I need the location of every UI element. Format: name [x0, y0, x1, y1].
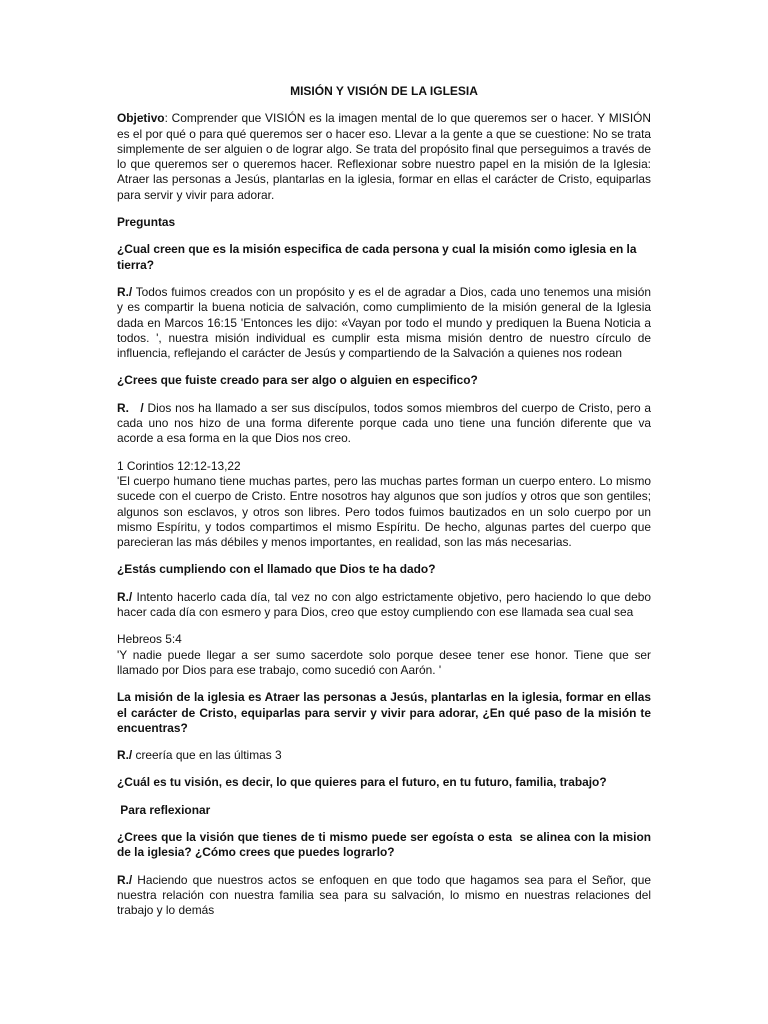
- scripture-quote-1: 'El cuerpo humano tiene muchas partes, pero las muchas partes forman un cuerpo entero. Lo mismo sucede con el cuerpo de Cristo. Entre nosotros hay algunos que son judíos y otros que son gentiles; algunos son esclavos, y otros son libres. Pero todos fuimos bautizados en un solo cuerpo por un mismo Espíritu, y todos compartimos el mismo Espíritu. De hecho, algunas partes del cuerpo que parecieran las más débiles y menos importantes, en realidad, son las más necesarias.: [117, 473, 651, 550]
- answer-2-label: R. /: [117, 400, 144, 415]
- answer-1-text: Todos fuimos creados con un propósito y es el de agradar a Dios, cada uno tenemos una misión y es compartir la buena noticia de salvación, como cumplimiento de la misión general de la Iglesia dada en Marcos 16:15 'Entonces les dijo: «Vayan por todo el mundo y prediquen la Buena Noticia a todos. ', nuestra misión individual es cumplir esta misma misión dentro de nuestro círculo de influencia, reflejando el carácter de Jesús y compartiendo de la Salvación a quienes nos rodean: [117, 284, 651, 361]
- question-3: ¿Estás cumpliendo con el llamado que Dios te ha dado?: [117, 562, 436, 577]
- answer-1-label: R./: [117, 284, 133, 299]
- answer-4: [117, 748, 651, 763]
- scripture-quote-2: 'Y nadie puede llegar a ser sumo sacerdote solo porque desee tener ese honor. Tiene que ser llamado por Dios para ese trabajo, como sucedió con Aarón. ': [117, 647, 651, 677]
- objetivo-label: Objetivo: [117, 111, 165, 126]
- question-5: ¿Cuál es tu visión, es decir, lo que quieres para el futuro, en tu futuro, familia, trabajo?: [117, 775, 607, 790]
- answer-1: [117, 285, 651, 361]
- document-page: [117, 84, 655, 930]
- scripture-reference-1: 1 Corintios 12:12-13,22: [117, 458, 241, 473]
- answer-6-text: Haciendo que nuestros actos se enfoquen en que todo que hagamos sea para el Señor, que nuestra relación con nuestra familia sea para su salvación, lo mismo en nuestras relaciones del trabajo y lo demás: [117, 872, 651, 918]
- preguntas-heading: Preguntas: [117, 215, 176, 230]
- reflexionar-heading: Para reflexionar: [117, 802, 211, 817]
- objetivo-paragraph: [117, 111, 651, 203]
- answer-4-label: R./: [117, 748, 133, 763]
- answer-6: [117, 873, 651, 919]
- answer-2: [117, 401, 651, 447]
- answer-2-text: Dios nos ha llamado a ser sus discípulos, todos somos miembros del cuerpo de Cristo, pero a cada uno nos hizo de una forma diferente porque cada uno tiene una función diferente que va acorde a esa forma en la que Dios nos creo.: [117, 400, 652, 446]
- answer-3-text: Intento hacerlo cada día, tal vez no con algo estrictamente objetivo, pero haciendo lo que debo hacer cada día con esmero y para Dios, creo que estoy cumpliendo con ese llamada sea cual sea: [117, 589, 651, 620]
- answer-4-text: creería que en las últimas 3: [132, 748, 282, 763]
- answer-6-label: R./: [117, 872, 133, 887]
- scripture-reference-2: Hebreos 5:4: [117, 632, 182, 647]
- question-6: ¿Crees que la visión que tienes de ti mismo puede ser egoísta o esta se alinea con la mision de la iglesia? ¿Cómo crees que puedes lograrlo?: [117, 829, 655, 860]
- question-2: ¿Crees que fuiste creado para ser algo o alguien en especifico?: [117, 373, 478, 388]
- answer-3: [117, 590, 651, 621]
- document-title: MISIÓN Y VISIÓN DE LA IGLESIA: [290, 84, 478, 98]
- answer-3-label: R./: [117, 589, 133, 604]
- objetivo-text: : Comprender que VISIÓN es la imagen mental de lo que queremos ser o hacer. Y MISIÓN es el por qué o para qué queremos ser o hacer eso. Llevar a la gente a que se cuestione: No se trata simplemente de ser alguien o de lograr algo. Se trata del propósito final que perseguimos a través de lo que queremos ser o queremos hacer. Reflexionar sobre nuestro papel en la misión de la Iglesia: Atraer las personas a Jesús, plantarlas en la iglesia, formar en ellas el carácter de Cristo, equiparlas para servir y vivir para adorar.: [117, 111, 651, 202]
- question-4: La misión de la iglesia es Atraer las personas a Jesús, plantarlas en la iglesia, formar en ellas el carácter de Cristo, equiparlas para servir y vivir para adorar, ¿En qué paso de la misión te encuentras?: [117, 690, 651, 735]
- question-1: ¿Cual creen que es la misión especifica de cada persona y cual la misión como iglesia en la tierra?: [117, 242, 637, 272]
